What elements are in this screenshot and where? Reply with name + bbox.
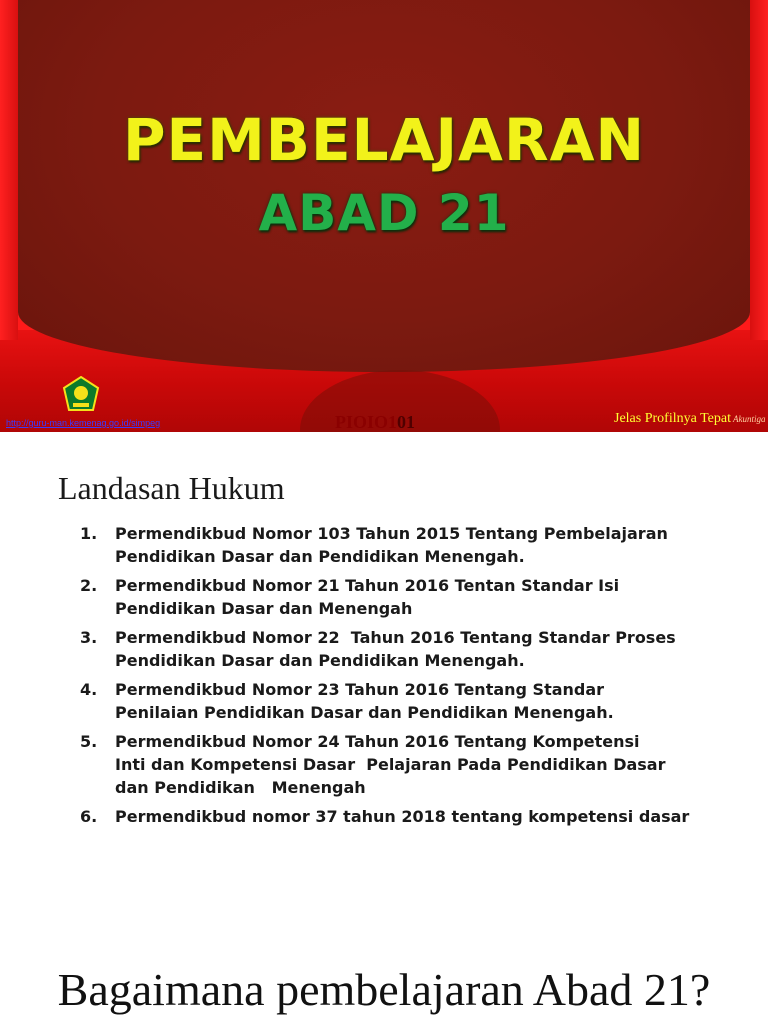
- slide-title: PEMBELAJARAN: [122, 106, 646, 174]
- question-title: Bagaimana pembelajaran Abad 21?: [57, 964, 711, 1015]
- title-slide: [0, 0, 768, 432]
- footer-slide-code: PIOIO101: [335, 412, 416, 432]
- left-red-edge: [0, 0, 18, 340]
- list-item: 3. Permendikbud Nomor 22 Tahun 2016 Tentang Standar Proses Pendidikan Dasar dan Pendidikan Menengah.: [80, 628, 682, 670]
- legal-basis-slide: [0, 432, 768, 902]
- slide-subtitle: ABAD 21: [258, 184, 510, 242]
- list-item: 6. Permendikbud nomor 37 tahun 2018 tentang kompetensi dasar: [80, 807, 690, 826]
- regulation-list: [80, 522, 727, 834]
- footer-link[interactable]: http://guru-man.kemenag.go.id/simpeg: [6, 418, 161, 428]
- list-item: 1. Permendikbud Nomor 103 Tahun 2015 Tentang Pembelajaran Pendidikan Dasar dan Pendidikan Menengah.: [80, 524, 674, 566]
- list-item: 4. Permendikbud Nomor 23 Tahun 2016 Tentang Standar Penilaian Pendidikan Dasar dan Pendidikan Menengah.: [80, 680, 627, 722]
- list-item: 2. Permendikbud Nomor 21 Tahun 2016 Tentan Standar Isi Pendidikan Dasar dan Menengah: [80, 576, 625, 618]
- footer-tagline: Jelas Profilnya Tepat Akuntiga: [614, 411, 766, 426]
- title-area: [18, 0, 750, 330]
- kemenag-logo-icon: [62, 376, 100, 412]
- question-slide: [0, 902, 768, 1024]
- list-item: 5. Permendikbud Nomor 24 Tahun 2016 Tentang Kompetensi Inti dan Kompetensi Dasar Pelajaran Pada Pendidikan Dasar dan Pendidikan Menengah: [80, 732, 727, 797]
- legal-basis-title: Landasan Hukum: [58, 470, 285, 506]
- right-red-edge: [750, 0, 768, 340]
